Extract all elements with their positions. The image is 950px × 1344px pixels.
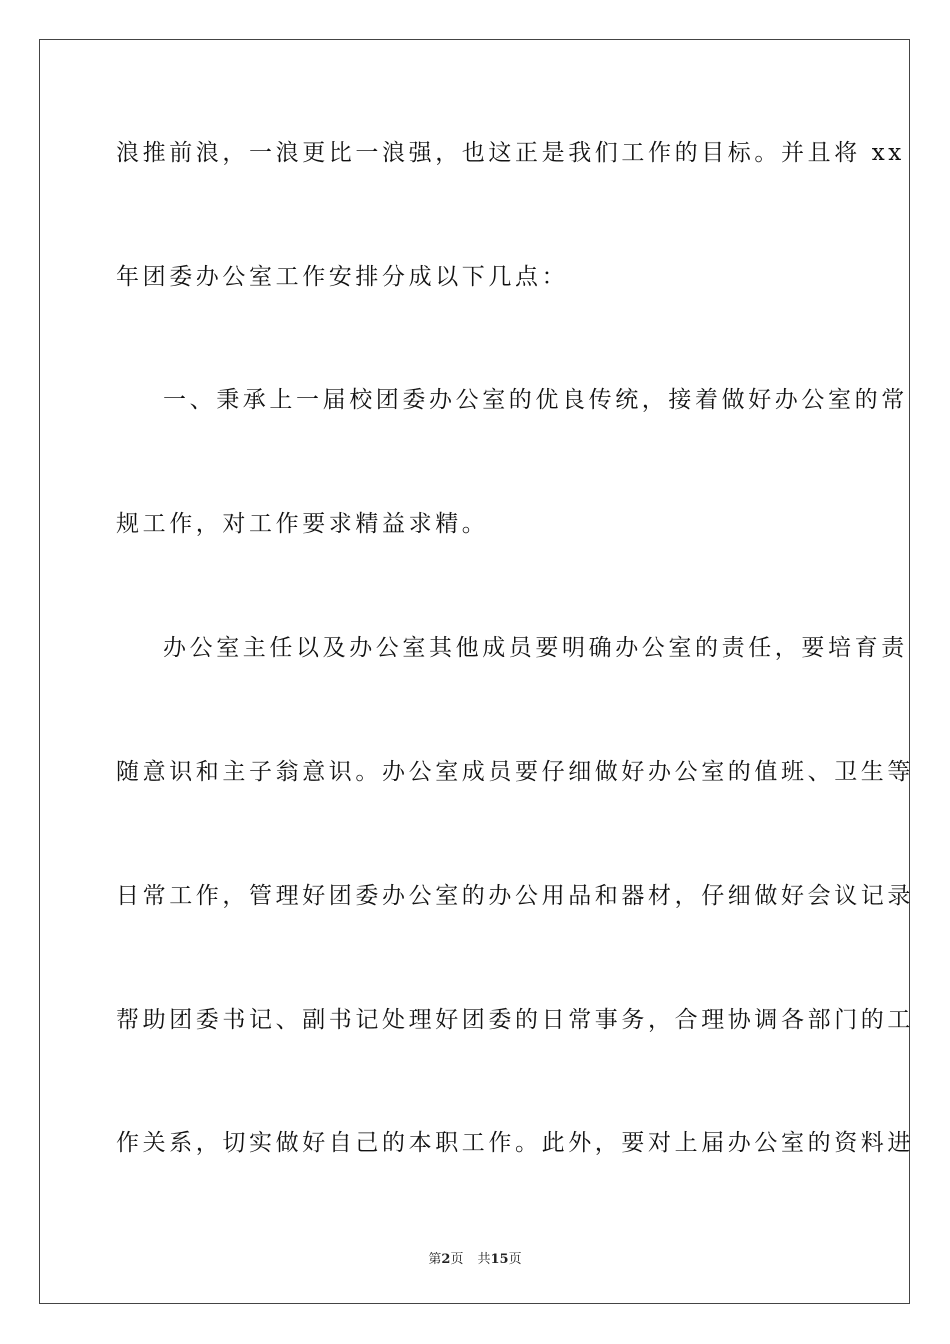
page-prefix: 第 bbox=[428, 1252, 442, 1267]
page-footer bbox=[0, 1248, 950, 1267]
text-line-6: 随意识和主子翁意识。办公室成员要仔细做好办公室的值班、卫生等 bbox=[116, 759, 914, 785]
text-line-1: 浪推前浪，一浪更比一浪强，也这正是我们工作的目标。并且将 xx bbox=[116, 140, 905, 166]
text-line-7: 日常工作，管理好团委办公室的办公用品和器材，仔细做好会议记录 bbox=[116, 883, 914, 909]
page-border bbox=[39, 39, 910, 1304]
text-line-9: 作关系，切实做好自己的本职工作。此外，要对上届办公室的资料进 bbox=[116, 1130, 914, 1156]
total-pages: 15 bbox=[490, 1252, 509, 1267]
total-suffix: 页 bbox=[508, 1252, 522, 1267]
total-prefix: 共 bbox=[477, 1252, 491, 1267]
text-line-4: 规工作，对工作要求精益求精。 bbox=[116, 511, 489, 537]
text-line-2: 年团委办公室工作安排分成以下几点： bbox=[116, 264, 569, 290]
text-line-8: 帮助团委书记、副书记处理好团委的日常事务，合理协调各部门的工 bbox=[116, 1007, 914, 1033]
text-line-3: 一、秉承上一届校团委办公室的优良传统，接着做好办公室的常 bbox=[163, 387, 908, 413]
page-number: 2 bbox=[441, 1252, 451, 1267]
page-suffix: 页 bbox=[450, 1252, 464, 1267]
text-line-5: 办公室主任以及办公室其他成员要明确办公室的责任，要培育责 bbox=[163, 635, 908, 661]
